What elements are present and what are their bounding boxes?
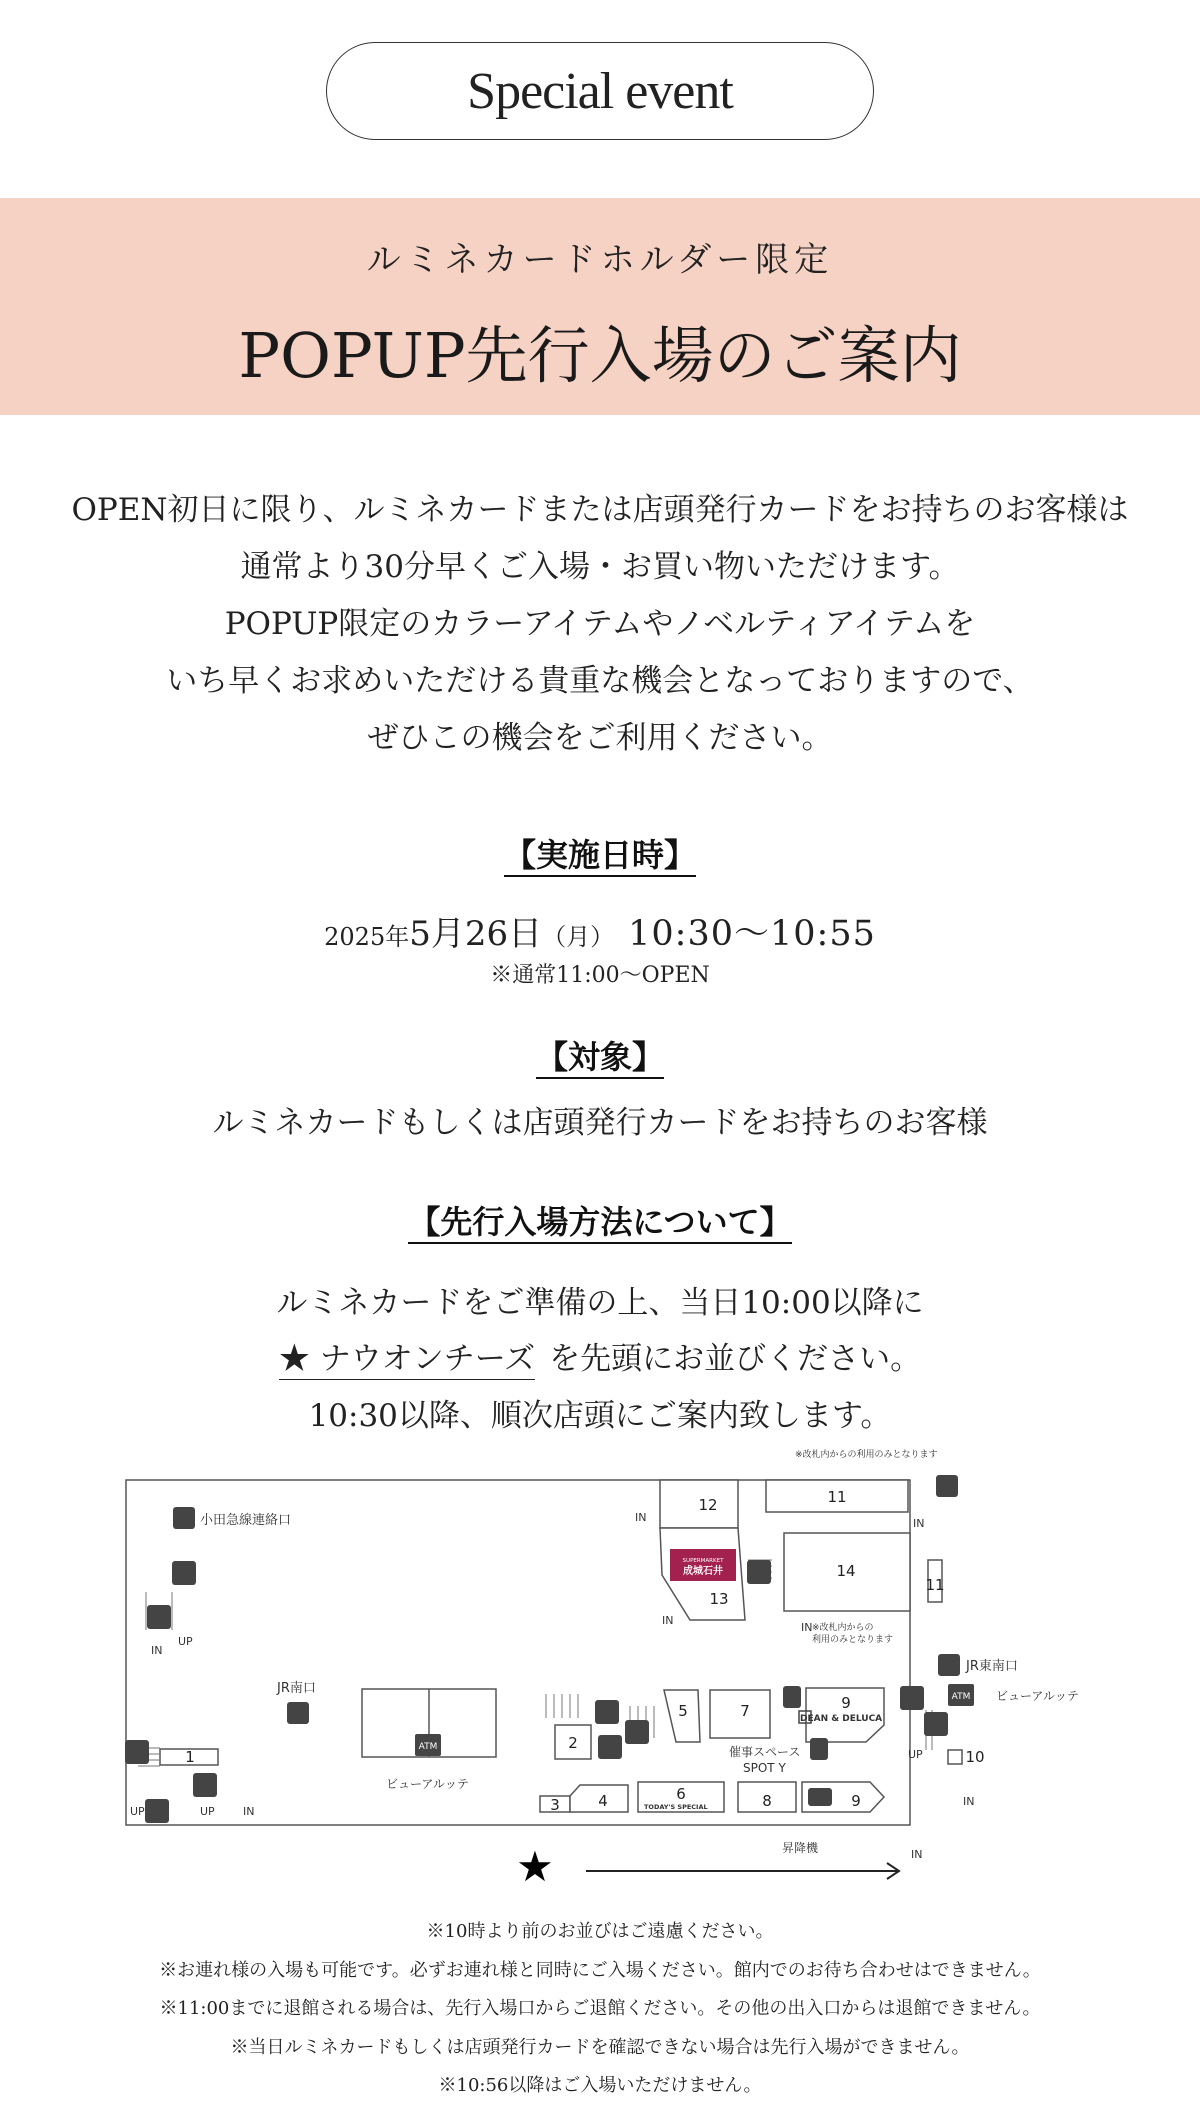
intro-line: OPEN初日に限り、ルミネカードまたは店頭発行カードをお持ちのお客様は: [71, 492, 1129, 528]
in-note-1: ※改札内からの: [812, 1623, 874, 1633]
spot-y-label: SPOT Y: [743, 1761, 786, 1775]
todays-special-label: TODAY'S SPECIAL: [644, 1803, 708, 1811]
escalator-icon: [193, 1773, 217, 1797]
intro-line: いち早くお求めいただける貴重な機会となっておりますので、: [166, 663, 1034, 699]
schedule-year: 2025年: [324, 923, 410, 951]
event-space-label: 催事スペース: [729, 1745, 801, 1759]
intro-line: 通常より30分早くご入場・お買い物いただけます。: [240, 549, 960, 585]
in-label: IN: [913, 1517, 925, 1530]
in-label: IN: [635, 1511, 647, 1524]
elevator-label: 昇降機: [782, 1841, 819, 1855]
schedule-heading-text: 【実施日時】: [504, 836, 696, 877]
method-line-2: [0, 1333, 1200, 1378]
escalator-icon: [595, 1700, 619, 1724]
supermarket-label-1: SUPERMARKET: [682, 1558, 724, 1564]
escalator-icon: [598, 1735, 622, 1759]
note-line: ※当日ルミネカードもしくは店頭発行カードを確認できない場合は先行入場ができません。: [230, 2036, 970, 2058]
method-line-1: ルミネカードをご準備の上、当日10:00以降に: [276, 1285, 924, 1321]
shop-4: 4: [598, 1792, 608, 1810]
jr-south-label: JR南口: [277, 1681, 316, 1696]
up-label: UP: [130, 1805, 145, 1818]
in-label: IN: [151, 1644, 163, 1657]
in-label: IN: [801, 1621, 813, 1634]
note-line: ※10:56以降はご入場いただけません。: [438, 2075, 762, 2096]
toilet-icon: [783, 1686, 801, 1708]
banner-title: POPUP先行入場のご案内: [238, 319, 962, 392]
shop-11b: 11: [925, 1576, 945, 1594]
in-label: IN: [243, 1805, 255, 1818]
escalator-icon: [924, 1712, 948, 1736]
atm-label: ATM: [951, 1692, 971, 1702]
shop-14: 14: [836, 1562, 856, 1580]
shop-10-box: [948, 1750, 962, 1764]
floor-map: [120, 1444, 1090, 1904]
target-text: ルミネカードもしくは店頭発行カードをお持ちのお客様: [212, 1105, 988, 1141]
shop-6: 6: [676, 1785, 686, 1803]
up-label: UP: [178, 1635, 193, 1648]
toilet-icon: [810, 1738, 828, 1760]
shop-9: 9: [841, 1694, 851, 1712]
escalator-icon: [147, 1605, 171, 1629]
banner-subtitle: ルミネカードホルダー限定: [366, 240, 834, 280]
intro-line: ぜひこの機会をご利用ください。: [367, 720, 833, 756]
schedule-date: 5月26日: [409, 914, 543, 954]
in-label: IN: [963, 1795, 975, 1808]
notes: [0, 1913, 1200, 2106]
intro-line: POPUP限定のカラーアイテムやノベルティアイテムを: [224, 606, 976, 642]
escalator-icon: [172, 1561, 196, 1585]
in-note-2: 利用のみとなります: [812, 1635, 894, 1645]
supermarket-label-2: 成城石井: [683, 1566, 723, 1577]
train-icon: [287, 1702, 309, 1724]
up-label: UP: [908, 1748, 923, 1761]
schedule-weekday: （月）: [542, 923, 615, 951]
shop-13: 13: [709, 1590, 729, 1608]
star-marker: ★: [516, 1842, 554, 1891]
shop-5: 5: [678, 1702, 688, 1720]
shop-1: 1: [185, 1748, 195, 1766]
up-label: UP: [200, 1805, 215, 1818]
shop-7: 7: [740, 1702, 750, 1720]
schedule-datetime: [0, 906, 1200, 956]
shop-name-link[interactable]: ★ ナウオンチーズ: [279, 1341, 535, 1380]
schedule-time: 10:30〜10:55: [628, 914, 876, 954]
shop-12: 12: [698, 1496, 718, 1514]
jr-east-south-label: JR東南口: [966, 1659, 1018, 1674]
shop-9b: 9: [851, 1792, 861, 1810]
view-alte-label-2: ビューアルッテ: [996, 1689, 1079, 1703]
special-event-label: Special event: [326, 42, 874, 140]
cafe-icon: [808, 1788, 832, 1806]
escalator-icon: [900, 1686, 924, 1710]
method-heading-text: 【先行入場方法について】: [408, 1203, 791, 1244]
shop-3: 3: [550, 1796, 560, 1814]
shop-2: 2: [568, 1734, 578, 1752]
shop-10: 10: [965, 1748, 985, 1766]
target-heading: [0, 1032, 1200, 1078]
escalator-icon: [125, 1740, 149, 1764]
target-heading-text: 【対象】: [536, 1038, 664, 1079]
note-line: ※11:00までに退館される場合は、先行入場口からご退館ください。その他の出入口からは退館できません。: [159, 1998, 1041, 2019]
method-line-3: 10:30以降、順次店頭にご案内致します。: [308, 1398, 892, 1434]
train-icon: [938, 1654, 960, 1676]
odakyu-label: 小田急線連絡口: [200, 1513, 292, 1528]
in-label: IN: [662, 1614, 674, 1627]
escalator-icon: [747, 1560, 771, 1584]
dean-deluca-label: DEAN & DELUCA: [800, 1714, 883, 1724]
escalator-icon: [625, 1720, 649, 1744]
shop-11: 11: [827, 1488, 847, 1506]
view-alte-label: ビューアルッテ: [386, 1777, 469, 1791]
note-line: ※お連れ様の入場も可能です。必ずお連れ様と同時にご入場ください。館内でのお待ち合わせはできません。: [159, 1959, 1041, 1981]
shop-8: 8: [762, 1792, 772, 1810]
top-note: ※改札内からの利用のみとなります: [795, 1450, 938, 1460]
escalator-icon: [145, 1799, 169, 1823]
map-outline: [126, 1480, 910, 1825]
atm-label: ATM: [418, 1742, 438, 1752]
intro-text: [0, 482, 1200, 767]
in-label: IN: [911, 1848, 923, 1861]
schedule-heading: [0, 830, 1200, 876]
bus-icon: [936, 1475, 958, 1497]
method-heading: [0, 1197, 1200, 1243]
schedule-note: ※通常11:00〜OPEN: [490, 963, 710, 988]
method-line-2-rest: を先頭にお並びください。: [549, 1341, 922, 1377]
train-icon: [173, 1507, 195, 1529]
note-line: ※10時より前のお並びはご遠慮ください。: [426, 1921, 774, 1942]
